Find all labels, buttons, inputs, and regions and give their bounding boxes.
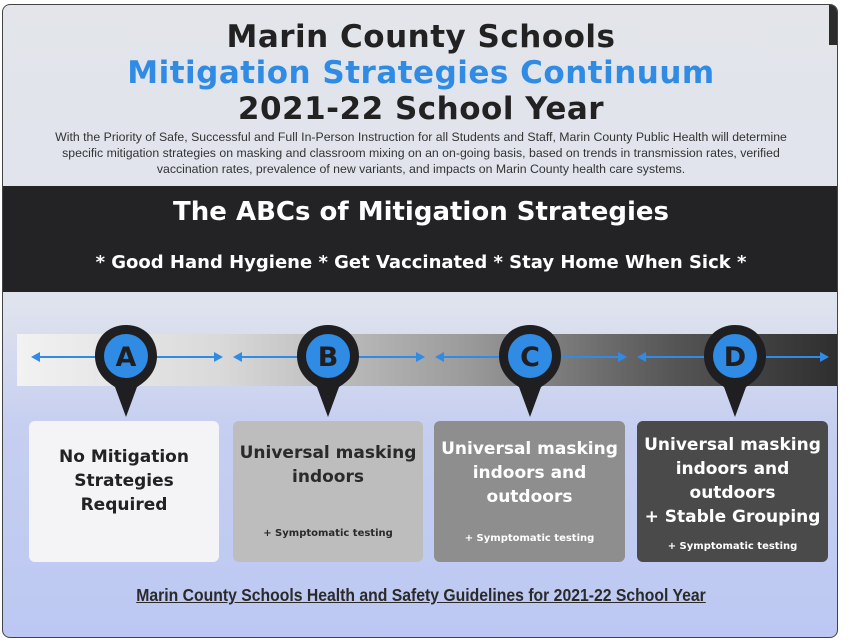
pin-c-letter: C: [520, 342, 540, 373]
title-continuum: Mitigation Strategies Continuum: [127, 55, 715, 91]
band-title: The ABCs of Mitigation Strategies: [173, 197, 669, 227]
card-c-note: + Symptomatic testing: [464, 533, 595, 544]
pin-d-letter: D: [723, 342, 747, 373]
pin-b-letter: B: [317, 342, 339, 373]
card-level-d: [637, 421, 828, 562]
title-school-year: 2021-22 School Year: [237, 91, 605, 127]
card-d-line: Universal masking: [644, 435, 821, 455]
pin-d-icon: [702, 323, 768, 419]
card-c-line: indoors and: [472, 463, 587, 483]
card-level-b: [233, 421, 423, 562]
card-c-text: [434, 437, 625, 509]
intro-paragraph: With the Priority of Safe, Successful and Full In-Person Instruction for all Students and Staff, Marin County Public Health will determine specific mitigation strategies on masking and classroom mixing on an on-going basis, based on trends in transmission rates, verified vaccination rates, prevalence of new variants, and impacts on Marin County health care systems.: [55, 130, 787, 176]
band-subtitle: * Good Hand Hygiene * Get Vaccinated * Stay Home When Sick *: [95, 252, 747, 273]
card-a-line: No Mitigation: [59, 447, 189, 467]
guidelines-link[interactable]: Marin County Schools Health and Safety Guidelines for 2021-22 School Year: [136, 585, 706, 605]
title-county: Marin County Schools: [226, 19, 616, 55]
card-c-line: outdoors: [486, 487, 573, 507]
card-c-line: Universal masking: [441, 439, 618, 459]
abc-band: [3, 186, 838, 292]
card-b-note: + Symptomatic testing: [263, 528, 393, 539]
pin-a-letter: A: [115, 342, 137, 373]
card-d-line: indoors and: [675, 459, 790, 479]
card-a-line: Strategies: [74, 471, 174, 491]
card-level-c: [434, 421, 625, 562]
card-b-line: Universal masking: [239, 443, 417, 463]
card-b-line: indoors: [292, 467, 364, 487]
card-level-a: [29, 421, 219, 562]
card-d-text: [637, 433, 828, 529]
pin-b-icon: [295, 323, 361, 419]
pin-c-icon: [497, 323, 563, 419]
card-d-line: outdoors: [689, 483, 776, 503]
card-d-note: + Symptomatic testing: [667, 541, 798, 552]
card-d-line: + Stable Grouping: [644, 507, 821, 527]
card-a-text: [29, 445, 219, 517]
pin-a-icon: [93, 323, 159, 419]
card-a-line: Required: [80, 495, 168, 515]
infographic-frame: [2, 4, 838, 638]
card-b-text: [233, 441, 423, 489]
